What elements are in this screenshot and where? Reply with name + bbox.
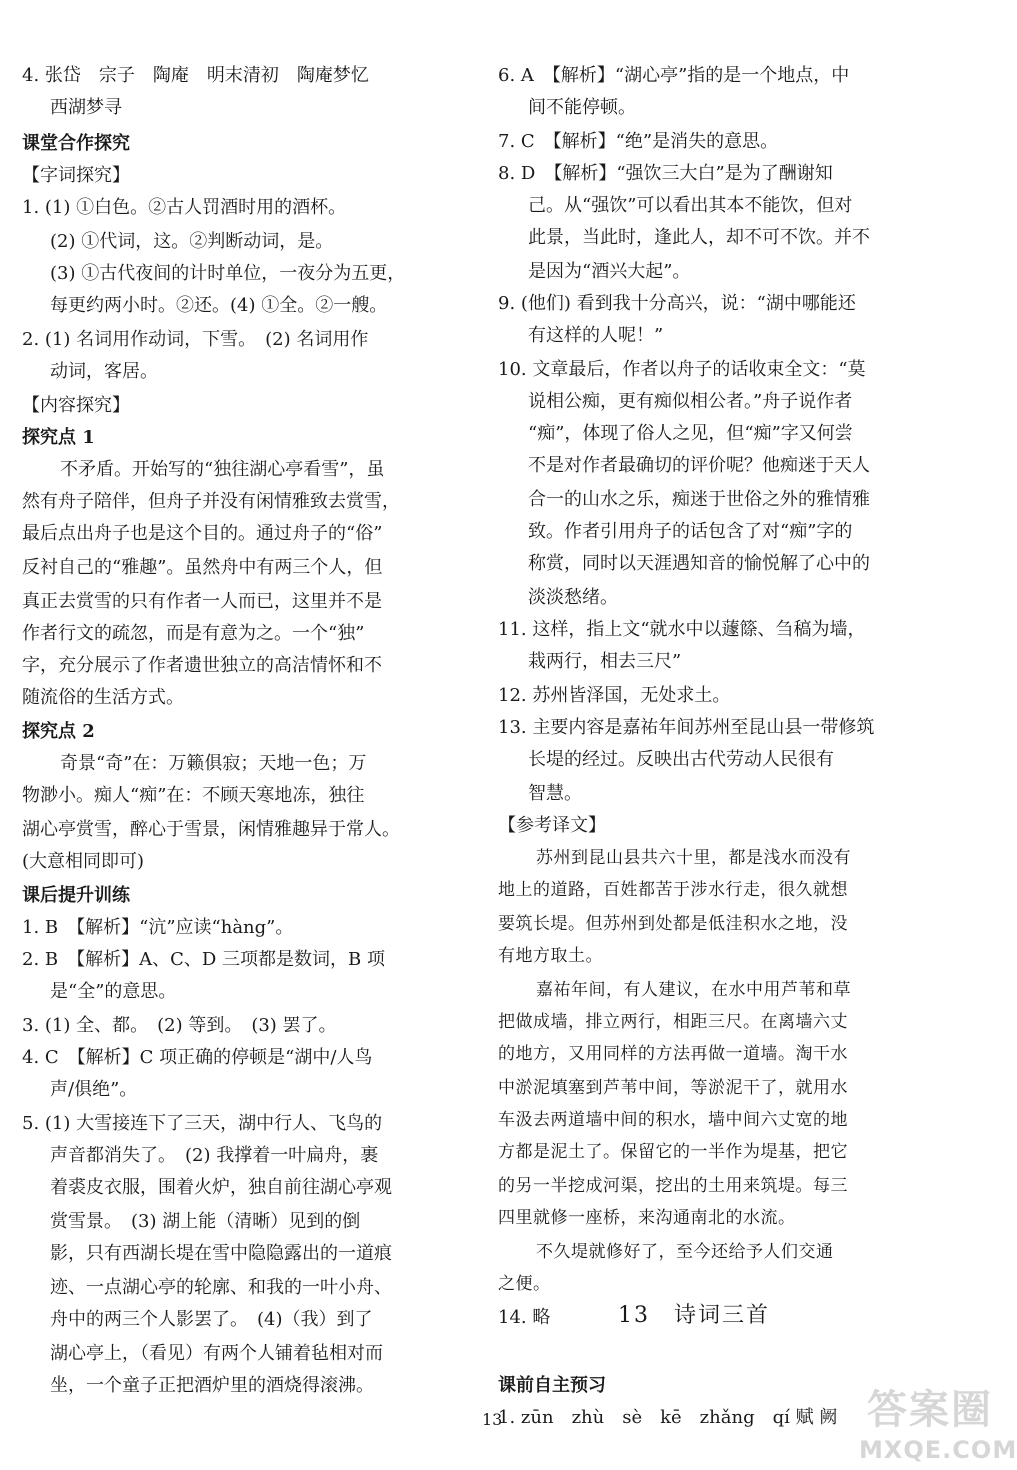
text-line: 【内容探究】 xyxy=(22,395,130,416)
text-line: 嘉祐年间，有人建议，在水中用芦苇和草 xyxy=(536,980,851,1000)
text-line: 物渺小。痴人“痴”在：不顾天寒地冻，独往 xyxy=(22,785,365,806)
text-line: 中淤泥填塞到芦苇中间，等淤泥干了，就用水 xyxy=(498,1078,848,1098)
text-line: 四里就修一座桥，来沟通南北的水流。 xyxy=(498,1208,796,1228)
text-line: 间不能停顿。 xyxy=(528,97,636,118)
text-line: 4. 张岱 宗子 陶庵 明末清初 陶庵梦忆 xyxy=(22,65,369,86)
text-line: 【参考译文】 xyxy=(498,815,606,836)
watermark-logo xyxy=(855,1378,1017,1470)
text-line: 称赏，同时以天涯遇知音的愉悦解了心中的 xyxy=(528,553,870,574)
section-heading: 课堂合作探究 xyxy=(22,133,130,154)
text-line: 8. D 【解析】“强饮三大白”是为了酬谢知 xyxy=(498,163,833,184)
text-line: 字，充分展示了作者遗世独立的高洁情怀和不 xyxy=(22,655,382,676)
text-line: 苏州到昆山县共六十里，都是浅水而没有 xyxy=(536,848,851,868)
text-line: 3. (1) 全、都。 (2) 等到。 (3) 罢了。 xyxy=(22,1015,337,1036)
text-line: 坐，一个童子正把酒炉里的酒烧得滚沸。 xyxy=(50,1375,374,1396)
text-line: 有地方取土。 xyxy=(498,946,603,966)
text-line: 2. (1) 名词用作动词，下雪。 (2) 名词用作 xyxy=(22,329,369,350)
text-line: 此景，当此时，逢此人，却不可不饮。并不 xyxy=(528,227,870,248)
text-line: 4. C 【解析】C 项正确的停顿是“湖中/人鸟 xyxy=(22,1047,373,1068)
text-line: 不矛盾。开始写的“独往湖心亭看雪”，虽 xyxy=(60,459,385,480)
text-line: 不是对作者最确切的评价呢？他痴迷于天人 xyxy=(528,455,870,476)
text-line: 把做成墙，排立两行，相距三尺。在离墙六丈 xyxy=(498,1012,848,1032)
text-line: 说相公痴，更有痴似相公者。”舟子说作者 xyxy=(528,391,853,412)
text-line: 车汲去两道墙中间的积水，墙中间六丈宽的地 xyxy=(498,1110,848,1130)
text-line: 之便。 xyxy=(498,1274,551,1294)
text-line: 有这样的人呢！” xyxy=(528,325,664,346)
text-line: 长堤的经过。反映出古代劳动人民很有 xyxy=(528,749,834,770)
text-line: 最后点出舟子也是这个目的。通过舟子的“俗” xyxy=(22,523,383,544)
text-line: 14. 略 xyxy=(498,1307,551,1328)
text-line: 反衬自己的“雅趣”。虽然舟中有两三个人，但 xyxy=(22,557,383,578)
text-line: 11. 这样，指上文“就水中以蘧篨、刍稿为墙， xyxy=(498,619,866,640)
text-line: 1. (1) ①白色。②古人罚酒时用的酒杯。 xyxy=(22,197,347,218)
text-line: 影，只有西湖长堤在雪中隐隐露出的一道痕 xyxy=(50,1243,392,1264)
text-line: 湖心亭赏雪，醉心于雪景，闲情雅趣异于常人。 xyxy=(22,819,400,840)
text-line: 智慧。 xyxy=(528,783,582,804)
page-number: 13 xyxy=(482,1410,503,1429)
text-line: 是因为“酒兴大起”。 xyxy=(528,261,691,282)
section-heading: 课前自主预习 xyxy=(498,1375,606,1396)
text-line: 1. B 【解析】“沆”应读“hàng”。 xyxy=(22,917,294,938)
text-line: 5. (1) 大雪接连下了三天，湖中行人、飞鸟的 xyxy=(22,1113,383,1134)
text-line: (3) ①古代夜间的计时单位，一夜分为五更， xyxy=(50,263,406,284)
text-line: 是“全”的意思。 xyxy=(50,981,177,1002)
text-line: 作者行文的疏忽，而是有意为之。一个“独” xyxy=(22,623,365,644)
text-line: 的地方，又用同样的方法再做一道墙。淘干水 xyxy=(498,1044,848,1064)
text-line: 12. 苏州皆泽国，无处求土。 xyxy=(498,685,731,706)
text-line: 致。作者引用舟子的话包含了对“痴”字的 xyxy=(528,521,853,542)
section-title: 13 诗词三首 xyxy=(618,1303,770,1328)
text-line: 10. 文章最后，作者以舟子的话收束全文：“莫 xyxy=(498,359,866,380)
section-heading: 探究点 2 xyxy=(22,721,95,742)
text-line: 13. 主要内容是嘉祐年间苏州至昆山县一带修筑 xyxy=(498,717,875,738)
section-heading: 探究点 1 xyxy=(22,427,95,448)
text-line: 9. (他们) 看到我十分高兴，说：“湖中哪能还 xyxy=(498,293,856,314)
text-line: 每更约两小时。②还。(4) ①全。②一艘。 xyxy=(50,295,388,316)
text-line: 2. B 【解析】A、C、D 三项都是数词，B 项 xyxy=(22,949,385,970)
text-line: 声/俱绝”。 xyxy=(50,1079,138,1100)
text-line: 【字词探究】 xyxy=(22,165,130,186)
watermark-top-text: 答案圈 xyxy=(867,1387,993,1433)
text-line: 7. C 【解析】“绝”是消失的意思。 xyxy=(498,131,779,152)
text-line: (大意相同即可) xyxy=(22,851,145,872)
text-line: 合一的山水之乐，痴迷于世俗之外的雅情雅 xyxy=(528,489,870,510)
text-line: “痴”，体现了俗人之见，但“痴”字又何尝 xyxy=(528,423,853,444)
text-line: 1. zūn zhù sè kē zhǎng qí 赋 阙 xyxy=(498,1407,838,1428)
watermark-bottom-text: MXQE.COM xyxy=(859,1436,1017,1464)
text-line: 迹、一点湖心亭的轮廓、和我的一叶小舟、 xyxy=(50,1277,392,1298)
text-line: 真正去赏雪的只有作者一人而已，这里并不是 xyxy=(22,591,382,612)
text-line: 舟中的两三个人影罢了。 (4)（我）到了 xyxy=(50,1309,373,1330)
text-line: 赏雪景。 (3) 湖上能（清晰）见到的倒 xyxy=(50,1211,361,1232)
text-line: 不久堤就修好了，至今还给予人们交通 xyxy=(536,1242,834,1262)
text-line: 要筑长堤。但苏州到处都是低洼积水之地，没 xyxy=(498,914,848,934)
text-line: 随流俗的生活方式。 xyxy=(22,687,184,708)
section-heading: 课后提升训练 xyxy=(22,885,130,906)
text-line: 淡淡愁绪。 xyxy=(528,587,618,608)
text-line: 己。从“强饮”可以看出其本不能饮，但对 xyxy=(528,195,853,216)
text-line: (2) ①代词，这。②判断动词，是。 xyxy=(50,231,334,252)
text-line: 地上的道路，百姓都苦于涉水行走，很久就想 xyxy=(498,880,848,900)
text-line: 声音都消失了。 (2) 我撑着一叶扁舟，裹 xyxy=(50,1145,379,1166)
text-line: 的另一半挖成河渠，挖出的土用来筑堤。每三 xyxy=(498,1176,848,1196)
text-line: 动词，客居。 xyxy=(50,361,158,382)
text-line: 西湖梦寻 xyxy=(50,97,122,118)
text-line: 湖心亭上，（看见）有两个人铺着毡相对而 xyxy=(50,1343,383,1364)
text-line: 栽两行，相去三尺” xyxy=(528,651,682,672)
text-line: 然有舟子陪伴，但舟子并没有闲情雅致去赏雪， xyxy=(22,491,400,512)
text-line: 方都是泥土了。保留它的一半作为堤基，把它 xyxy=(498,1142,848,1162)
text-line: 奇景“奇”在：万籁俱寂；天地一色；万 xyxy=(60,753,367,774)
text-line: 着裘皮衣服，围着火炉，独自前往湖心亭观 xyxy=(50,1177,392,1198)
text-line: 6. A 【解析】“湖心亭”指的是一个地点，中 xyxy=(498,65,850,86)
